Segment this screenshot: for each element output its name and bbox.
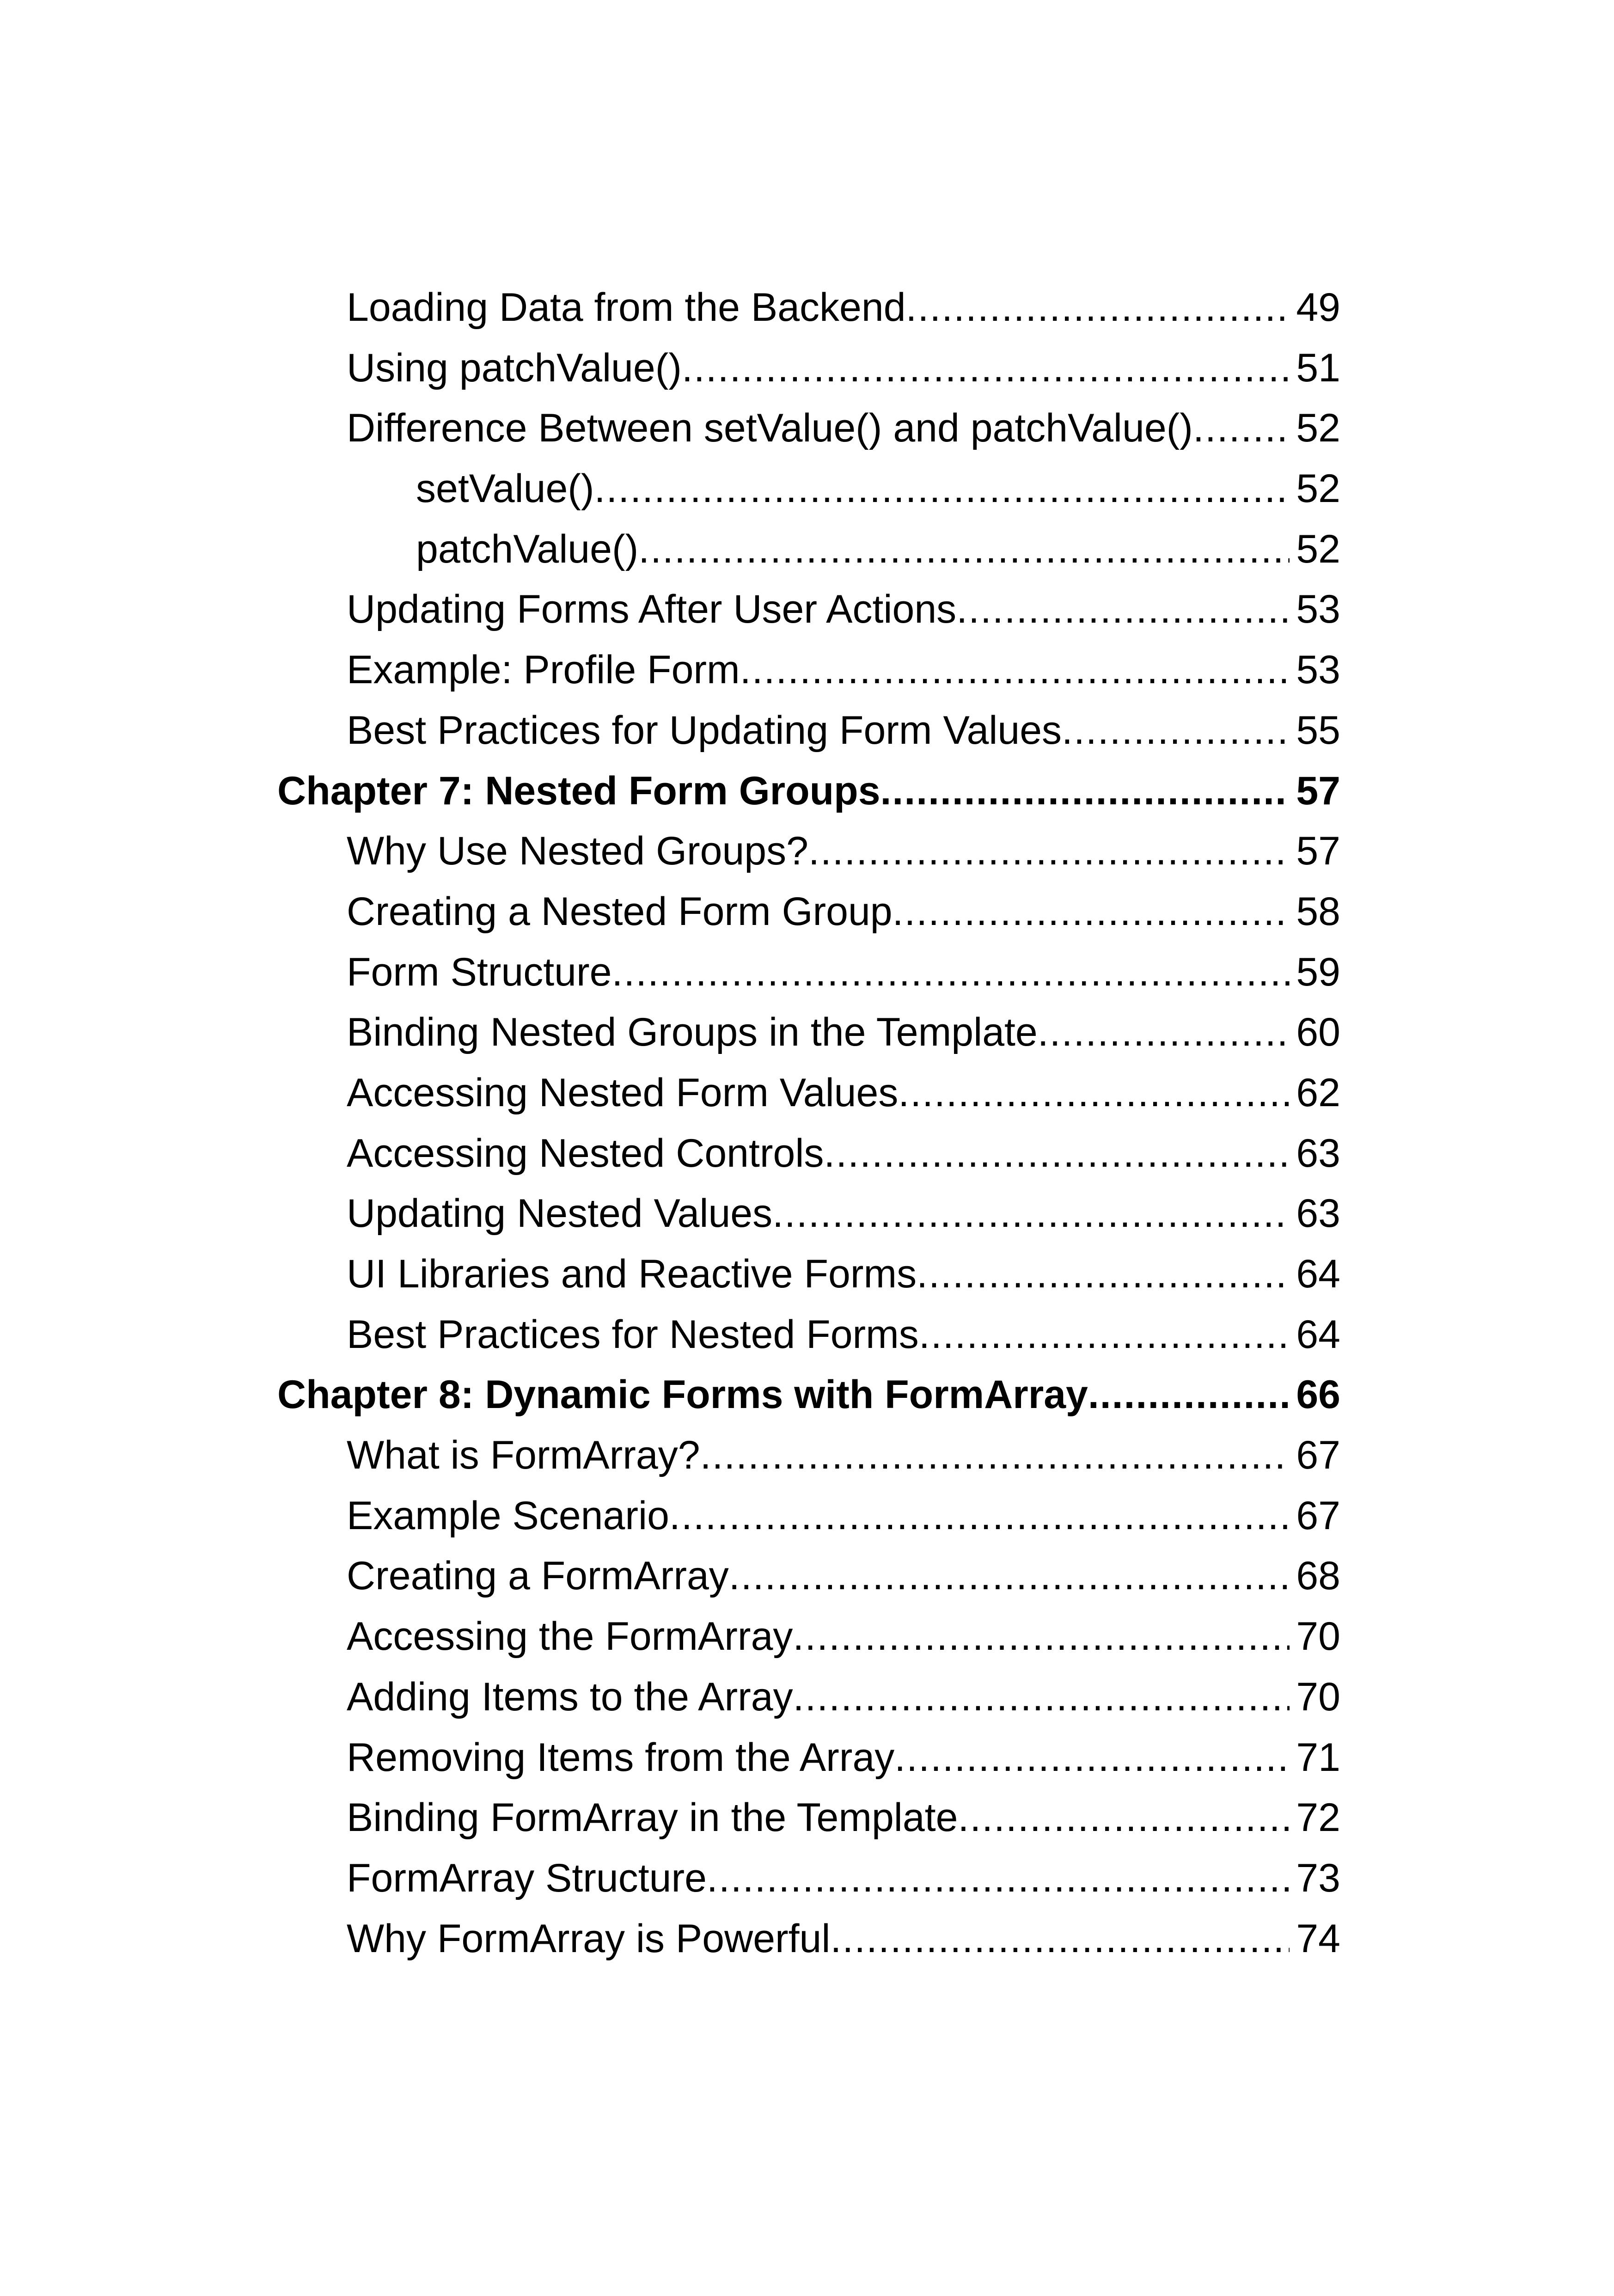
toc-entry-page-number: 70 [1296, 1614, 1340, 1659]
toc-entry-title: Updating Forms After User Actions [347, 587, 957, 632]
toc-entry[interactable] [277, 579, 1340, 640]
toc-entry-title: Loading Data from the Backend [347, 285, 906, 330]
toc-entry[interactable] [277, 1183, 1340, 1244]
toc-entry-page-number: 57 [1296, 829, 1340, 874]
toc-entry[interactable] [277, 1063, 1340, 1123]
dot-leader [958, 1788, 1290, 1848]
toc-entry-title: Updating Nested Values [347, 1191, 773, 1236]
toc-entry-title: FormArray Structure [347, 1855, 707, 1900]
toc-entry-page-number: 52 [1296, 406, 1340, 451]
toc-entry[interactable] [277, 338, 1340, 398]
dot-leader [906, 277, 1290, 338]
toc-chapter-title: Chapter 8: Dynamic Forms with FormArray [277, 1372, 1088, 1417]
toc-entry-title: UI Libraries and Reactive Forms [347, 1252, 917, 1296]
toc-entry-page-number: 49 [1296, 285, 1340, 330]
toc-entry-page-number: 53 [1296, 648, 1340, 692]
dot-leader [611, 942, 1290, 1003]
toc-entry-title: Adding Items to the Array [347, 1674, 793, 1719]
dot-leader [1062, 700, 1290, 761]
toc-entry[interactable] [277, 1788, 1340, 1848]
toc-entry[interactable] [277, 942, 1340, 1003]
toc-subentry[interactable] [277, 459, 1340, 519]
toc-entry-page-number: 71 [1296, 1735, 1340, 1780]
dot-leader [831, 1909, 1290, 1969]
toc-entry-page-number: 72 [1296, 1795, 1340, 1840]
toc-entry[interactable] [277, 1425, 1340, 1486]
toc-entry-page-number: 64 [1296, 1252, 1340, 1296]
dot-leader [880, 761, 1290, 821]
toc-entry-title: Binding FormArray in the Template [347, 1795, 958, 1840]
dot-leader [707, 1848, 1290, 1909]
dot-leader [772, 1183, 1290, 1244]
dot-leader [682, 338, 1290, 398]
toc-entry-page-number: 68 [1296, 1554, 1340, 1598]
dot-leader [1088, 1365, 1290, 1425]
toc-entry[interactable] [277, 1304, 1340, 1365]
toc-entry-page-number: 70 [1296, 1674, 1340, 1719]
toc-entry-title: Creating a FormArray [347, 1554, 729, 1598]
toc-entry-page-number: 63 [1296, 1131, 1340, 1176]
toc-entry-title: Form Structure [347, 949, 612, 994]
dot-leader [917, 1244, 1290, 1304]
toc-entry-title: Accessing the FormArray [347, 1614, 793, 1659]
toc-entry-page-number: 59 [1296, 949, 1340, 994]
dot-leader [700, 1425, 1290, 1486]
dot-leader [894, 1727, 1290, 1788]
toc-entry-page-number: 60 [1296, 1010, 1340, 1055]
dot-leader [956, 579, 1290, 640]
toc-entry[interactable] [277, 640, 1340, 700]
dot-leader [669, 1486, 1290, 1546]
toc-entry-title: Why FormArray is Powerful [347, 1916, 831, 1961]
toc-chapter-title: Chapter 7: Nested Form Groups [277, 768, 880, 813]
toc-entry-title: Difference Between setValue() and patchValue() [347, 406, 1193, 451]
toc-entry[interactable] [277, 277, 1340, 338]
toc-entry-page-number: 63 [1296, 1191, 1340, 1236]
toc-entry-title: Using patchValue() [347, 345, 682, 390]
toc-entry-title: Example Scenario [347, 1493, 669, 1538]
toc-entry[interactable] [277, 1002, 1340, 1063]
toc-entry-title: Best Practices for Nested Forms [347, 1312, 919, 1357]
toc-entry-page-number: 64 [1296, 1312, 1340, 1357]
toc-entry[interactable] [277, 1486, 1340, 1546]
toc-entry-page-number: 62 [1296, 1070, 1340, 1115]
toc-entry-title: Example: Profile Form [347, 648, 740, 692]
toc-entry[interactable] [277, 1848, 1340, 1909]
dot-leader [638, 519, 1290, 580]
toc-entry-page-number: 53 [1296, 587, 1340, 632]
toc-entry-title: Best Practices for Updating Form Values [347, 708, 1062, 753]
toc-entry[interactable] [277, 1727, 1340, 1788]
toc-entry-page-number: 51 [1296, 345, 1340, 390]
dot-leader [824, 1123, 1290, 1184]
toc-entry[interactable] [277, 882, 1340, 942]
dot-leader [898, 1063, 1290, 1123]
toc-entry-title: patchValue() [416, 527, 639, 571]
toc-entry[interactable] [277, 1667, 1340, 1727]
dot-leader [1193, 398, 1290, 459]
dot-leader [793, 1667, 1290, 1727]
toc-entry-page-number: 58 [1296, 889, 1340, 934]
toc-entry-title: Why Use Nested Groups? [347, 829, 808, 874]
toc-chapter-heading[interactable] [277, 761, 1340, 821]
dot-leader [1038, 1002, 1290, 1063]
toc-entry-page-number: 52 [1296, 466, 1340, 511]
toc-entry-title: Binding Nested Groups in the Template [347, 1010, 1038, 1055]
toc-subentry[interactable] [277, 519, 1340, 580]
toc-entry-page-number: 67 [1296, 1493, 1340, 1538]
toc-entry-page-number: 73 [1296, 1855, 1340, 1900]
toc-entry-page-number: 55 [1296, 708, 1340, 753]
toc-chapter-page-number: 66 [1296, 1372, 1340, 1417]
toc-entry-page-number: 74 [1296, 1916, 1340, 1961]
toc-entry[interactable] [277, 1606, 1340, 1667]
toc-entry[interactable] [277, 700, 1340, 761]
toc-chapter-heading[interactable] [277, 1365, 1340, 1425]
toc-entry-title: Creating a Nested Form Group [347, 889, 893, 934]
toc-entry[interactable] [277, 1909, 1340, 1969]
dot-leader [893, 882, 1290, 942]
toc-entry[interactable] [277, 821, 1340, 882]
dot-leader [793, 1606, 1290, 1667]
dot-leader [729, 1546, 1290, 1606]
toc-entry-title: setValue() [416, 466, 594, 511]
toc-entry[interactable] [277, 1123, 1340, 1184]
toc-entry-title: What is FormArray? [347, 1433, 700, 1478]
toc-chapter-page-number: 57 [1296, 768, 1340, 813]
dot-leader [919, 1304, 1290, 1365]
toc-entry-page-number: 67 [1296, 1433, 1340, 1478]
dot-leader [808, 821, 1290, 882]
toc-entry[interactable] [277, 1546, 1340, 1606]
dot-leader [740, 640, 1290, 700]
toc-entry[interactable] [277, 398, 1340, 459]
table-of-contents [277, 277, 1340, 1969]
toc-entry[interactable] [277, 1244, 1340, 1304]
toc-entry-title: Accessing Nested Controls [347, 1131, 824, 1176]
toc-entry-title: Accessing Nested Form Values [347, 1070, 899, 1115]
toc-entry-page-number: 52 [1296, 527, 1340, 571]
toc-entry-title: Removing Items from the Array [347, 1735, 895, 1780]
dot-leader [594, 459, 1290, 519]
